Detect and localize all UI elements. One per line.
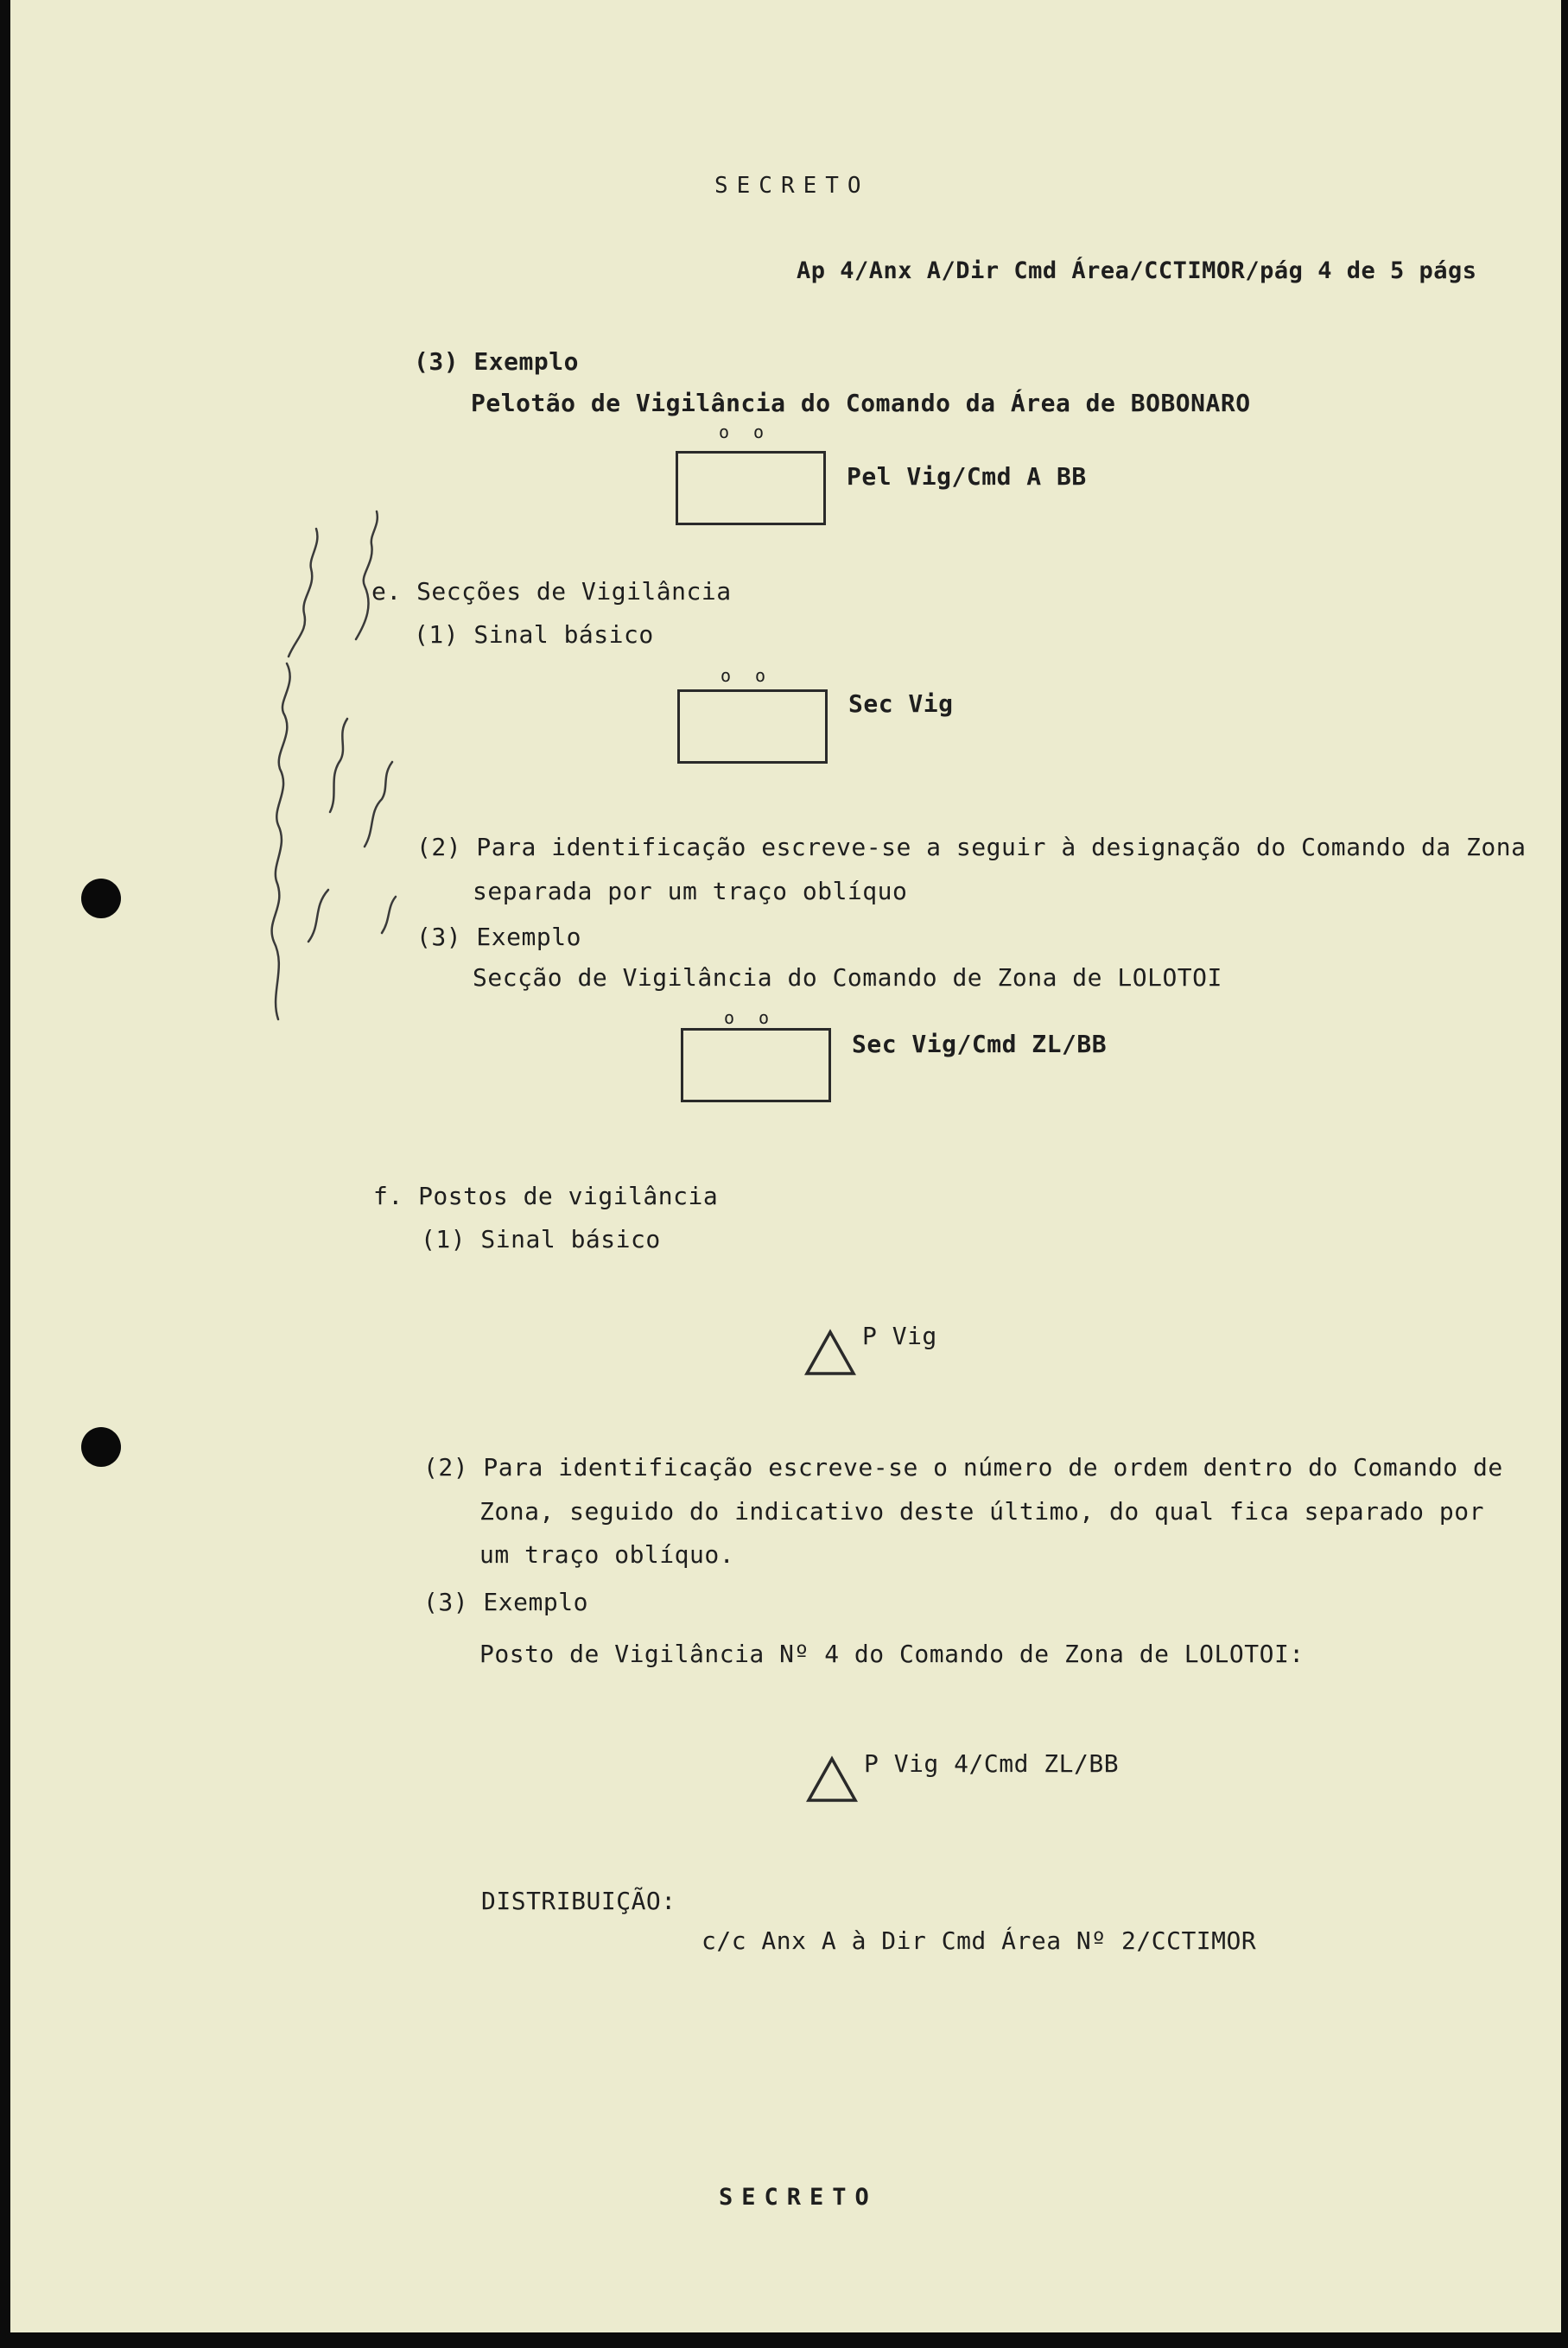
section-symbol-box — [677, 689, 828, 764]
post-example-triangle-icon — [805, 1755, 859, 1804]
hole-punch-bottom — [81, 1427, 121, 1467]
platoon-symbol-box — [676, 451, 826, 525]
section-example-label: Sec Vig/Cmd ZL/BB — [852, 1030, 1108, 1058]
section-f-item3-label: (3) Exemplo — [423, 1588, 588, 1616]
document-page — [10, 0, 1561, 2332]
handwritten-signature — [226, 484, 416, 1037]
post-triangle-icon — [803, 1329, 857, 1377]
section-e-item2-line1: (2) Para identificação escreve-se a seguir à designação do Comando da Zona — [416, 833, 1527, 861]
section-f-item2-line2: Zona, seguido do indicativo deste último, do qual fica separado por — [479, 1497, 1484, 1526]
distribution-text: c/c Anx A à Dir Cmd Área Nº 2/CCTIMOR — [701, 1926, 1257, 1955]
example-text-d: Pelotão de Vigilância do Comando da Área de BOBONARO — [471, 389, 1251, 417]
platoon-symbol-label: Pel Vig/Cmd A BB — [847, 462, 1087, 491]
section-f-item3-text: Posto de Vigilância Nº 4 do Comando de Zona de LOLOTOI: — [479, 1640, 1305, 1668]
distribution-label: DISTRIBUIÇÃO: — [481, 1887, 676, 1915]
hole-punch-top — [81, 879, 121, 918]
unit-size-dots: oo — [721, 665, 790, 686]
unit-size-dots: oo — [724, 1007, 794, 1028]
section-e-item1: (1) Sinal básico — [414, 620, 654, 649]
section-e-heading: e. Secções de Vigilância — [371, 577, 732, 606]
unit-size-dots: oo — [719, 422, 789, 442]
post-example-label: P Vig 4/Cmd ZL/BB — [864, 1749, 1120, 1778]
page-reference: Ap 4/Anx A/Dir Cmd Área/CCTIMOR/pág 4 de 5 págs — [797, 257, 1477, 284]
example-label-d: (3) Exemplo — [414, 347, 579, 376]
header-classification: SECRETO — [714, 173, 870, 199]
section-symbol-label: Sec Vig — [848, 689, 954, 718]
section-e-item3-text: Secção de Vigilância do Comando de Zona de LOLOTOI — [473, 963, 1222, 992]
section-f-item1: (1) Sinal básico — [421, 1225, 661, 1253]
section-f-heading: f. Postos de vigilância — [373, 1182, 719, 1210]
section-f-item2-line1: (2) Para identificação escreve-se o número de ordem dentro do Comando de — [423, 1453, 1503, 1482]
footer-classification: SECRETO — [719, 2184, 878, 2211]
section-example-box — [681, 1028, 831, 1102]
section-f-item2-line3: um traço oblíquo. — [479, 1540, 735, 1569]
post-symbol-label: P Vig — [862, 1322, 937, 1350]
section-e-item2-line2: separada por um traço oblíquo — [473, 877, 908, 905]
section-e-item3-label: (3) Exemplo — [416, 923, 581, 951]
